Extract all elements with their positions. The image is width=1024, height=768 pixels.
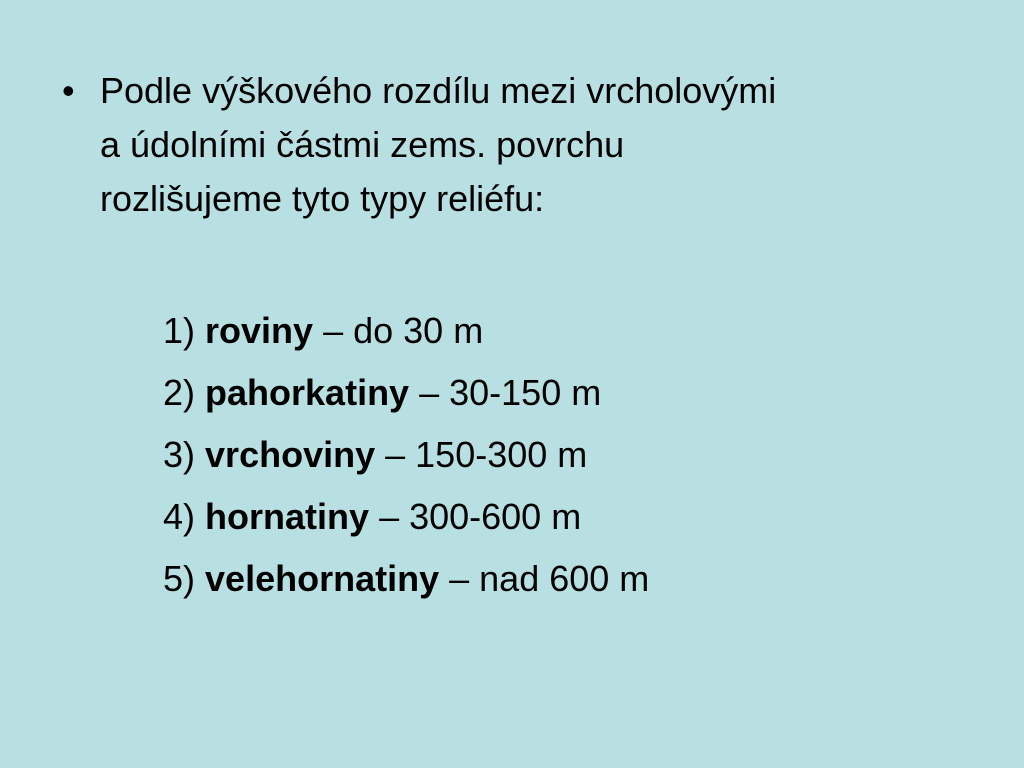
relief-type-number: 5) xyxy=(163,558,196,599)
intro-line: a údolními částmi zems. povrchu xyxy=(100,124,625,165)
intro-text xyxy=(100,64,982,226)
relief-type-term: roviny xyxy=(205,310,314,351)
intro-line: Podle výškového rozdílu mezi vrcholovými xyxy=(100,70,777,111)
relief-type-term: velehornatiny xyxy=(205,558,440,599)
relief-type-item xyxy=(163,424,649,486)
relief-type-item xyxy=(163,486,649,548)
relief-type-range: – do 30 m xyxy=(323,310,484,351)
bullet-marker: • xyxy=(62,70,75,111)
relief-type-range: – 30-150 m xyxy=(419,372,602,413)
relief-type-number: 2) xyxy=(163,372,196,413)
relief-type-range: – nad 600 m xyxy=(449,558,650,599)
relief-type-number: 4) xyxy=(163,496,196,537)
relief-type-number: 1) xyxy=(163,310,196,351)
relief-type-number: 3) xyxy=(163,434,196,475)
relief-type-item xyxy=(163,300,649,362)
relief-type-range: – 300-600 m xyxy=(379,496,582,537)
relief-type-term: hornatiny xyxy=(205,496,370,537)
intro-bullet xyxy=(62,64,982,226)
relief-type-item xyxy=(163,548,649,610)
relief-type-term: vrchoviny xyxy=(205,434,376,475)
intro-line: rozlišujeme tyto typy reliéfu: xyxy=(100,178,545,219)
relief-types-list xyxy=(163,300,649,610)
relief-type-item xyxy=(163,362,649,424)
relief-type-term: pahorkatiny xyxy=(205,372,410,413)
relief-type-range: – 150-300 m xyxy=(385,434,588,475)
